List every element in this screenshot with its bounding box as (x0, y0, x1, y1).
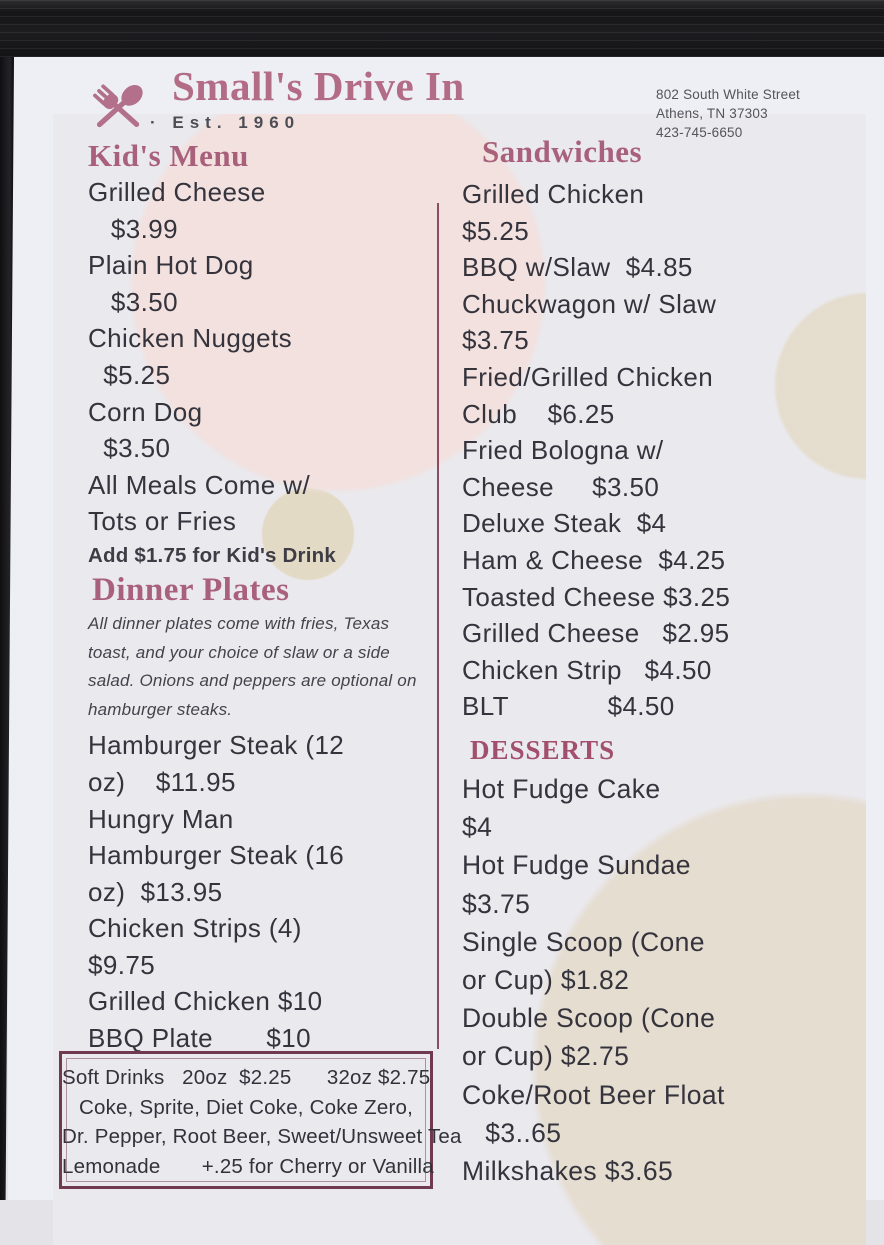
fork-and-spoon-icon (84, 74, 152, 142)
menu-line: $3.99 (88, 213, 178, 244)
address-line: 802 South White Street (656, 87, 800, 102)
menu-line: oz) $11.95 (88, 766, 236, 797)
menu-line: Chicken Strip $4.50 (462, 654, 712, 685)
menu-line: Plain Hot Dog (88, 250, 254, 281)
desserts-title: DESSERTS (470, 734, 616, 765)
menu-line: BBQ w/Slaw $4.85 (462, 252, 693, 283)
menu-line: $3..65 (462, 1117, 562, 1148)
menu-line: oz) $13.95 (88, 876, 223, 907)
menu-line: Chicken Strips (4) (88, 913, 302, 944)
menu-line: Cheese $3.50 (462, 471, 660, 502)
menu-line: $5.25 (462, 215, 530, 246)
kids-menu-items (88, 174, 442, 540)
menu-line: Hungry Man (88, 803, 234, 834)
binder-top-edge (0, 0, 884, 57)
menu-line: $3.50 (88, 433, 171, 464)
menu-line: $3.50 (88, 286, 178, 317)
menu-line: Club $6.25 (462, 398, 615, 429)
menu-line: Chuckwagon w/ Slaw (462, 288, 717, 319)
menu-line: Grilled Chicken (462, 179, 645, 209)
menu-line: Fried Bologna w/ (462, 435, 664, 466)
kids-drink-note: Add $1.75 for Kid's Drink (88, 543, 336, 567)
sandwiches-title: Sandwiches (482, 134, 643, 169)
menu-line: BLT $4.50 (462, 691, 675, 722)
menu-line: $3.75 (462, 325, 530, 356)
menu-line: $5.25 (88, 359, 171, 390)
menu-line: Ham & Cheese $4.25 (462, 544, 726, 575)
drinks-line: Coke, Sprite, Diet Coke, Coke Zero, (79, 1095, 413, 1119)
menu-line: $9.75 (88, 949, 156, 980)
address-line: Athens, TN 37303 (656, 106, 768, 121)
dinner-plates-items (88, 727, 442, 1056)
menu-line: All Meals Come w/ (88, 469, 311, 500)
menu-line: Fried/Grilled Chicken (462, 361, 714, 392)
dinner-plates-title: Dinner Plates (92, 571, 290, 608)
menu-line: Single Scoop (Cone (462, 926, 705, 957)
menu-line: BBQ Plate $10 (88, 1023, 311, 1054)
right-column (462, 134, 866, 1190)
menu-line: Tots or Fries (88, 506, 237, 537)
drinks-line: Soft Drinks 20oz $2.25 32oz $2.75 (62, 1066, 431, 1089)
kids-menu-title: Kid's Menu (88, 138, 249, 173)
menu-line: Hot Fudge Sundae (462, 850, 691, 881)
menu-line: Hamburger Steak (12 (88, 730, 345, 761)
menu-line: Milkshakes $3.65 (462, 1155, 674, 1186)
soft-drinks-box (59, 1051, 462, 1189)
menu-line: or Cup) $2.75 (462, 1041, 630, 1072)
menu-line: $3.75 (462, 888, 531, 919)
menu-line: Hot Fudge Cake (462, 773, 661, 804)
menu-line: Double Scoop (Cone (462, 1003, 716, 1034)
menu-line: Grilled Cheese (88, 177, 266, 207)
menu-line: Toasted Cheese $3.25 (462, 581, 731, 612)
description-line: salad. Onions and peppers are optional on (88, 671, 417, 691)
menu-line: Grilled Cheese $2.95 (462, 618, 730, 649)
menu-line: Grilled Chicken $10 (88, 986, 323, 1017)
restaurant-name: Small's Drive In (172, 63, 465, 109)
address-line: 423-745-6650 (656, 125, 743, 140)
menu-line: Corn Dog (88, 396, 203, 427)
menu-line: Coke/Root Beer Float (462, 1079, 725, 1110)
desserts-items (462, 770, 866, 1190)
menu-line: Deluxe Steak $4 (462, 508, 667, 539)
drinks-line: Dr. Pepper, Root Beer, Sweet/Unsweet Tea (62, 1125, 462, 1148)
menu-line: Chicken Nuggets (88, 323, 292, 354)
menu-line: Hamburger Steak (16 (88, 840, 345, 871)
menu-line: $4 (462, 812, 493, 843)
description-line: All dinner plates come with fries, Texas (88, 613, 390, 633)
description-line: toast, and your choice of slaw or a side (88, 642, 390, 662)
sandwiches-items (462, 176, 866, 725)
left-column (88, 138, 442, 1057)
dinner-plates-description (88, 613, 442, 721)
menu-line: or Cup) $1.82 (462, 964, 630, 995)
established-text: · Est. 1960 (150, 113, 301, 132)
drinks-line: Lemonade +.25 for Cherry or Vanilla (62, 1154, 434, 1178)
description-line: hamburger steaks. (88, 699, 233, 719)
